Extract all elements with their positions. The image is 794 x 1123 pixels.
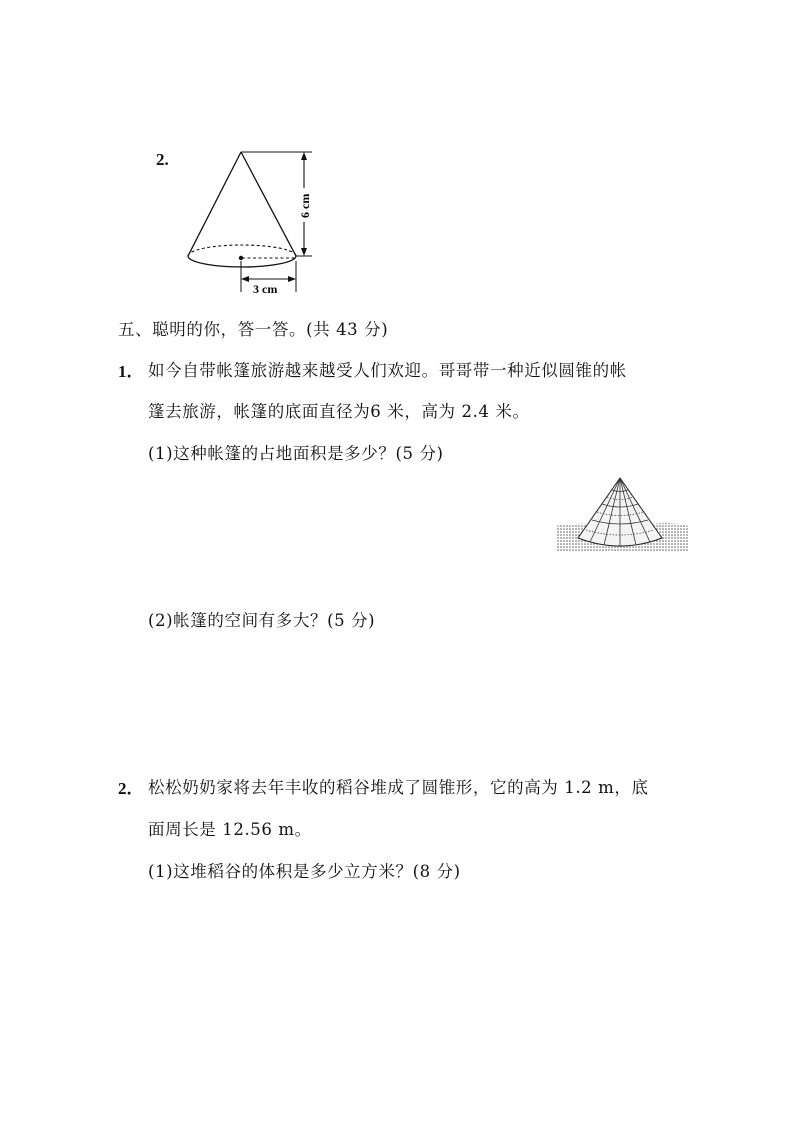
radius-arrow-left: [241, 276, 249, 282]
question-text-line: 如今自带帐篷旅游越来越受人们欢迎。哥哥带一种近似圆锥的帐: [148, 361, 627, 380]
radius-arrow-right: [288, 276, 296, 282]
cone-right-side: [241, 152, 296, 256]
question-number: 1．: [118, 362, 144, 381]
height-arrow-bottom: [301, 248, 307, 256]
tent-illustration: [554, 474, 690, 556]
sub-question: (2)帐篷的空间有多大？(5 分): [148, 611, 376, 630]
item-number: 2.: [156, 150, 169, 169]
section-heading: 五、聪明的你，答一答。(共 43 分): [118, 320, 389, 339]
question-text-line: 松松奶奶家将去年丰收的稻谷堆成了圆锥形，它的高为 1.2 m，底: [148, 778, 649, 797]
question-text-line: 面周长是 12.56 m。: [148, 820, 312, 839]
question-number: 2．: [118, 779, 144, 798]
cone-left-side: [188, 152, 241, 256]
height-label: 6 cm: [298, 193, 312, 218]
center-dot: [239, 256, 243, 260]
cone-base-back: [188, 245, 296, 256]
height-arrow-top: [301, 152, 307, 160]
radius-label: 3 cm: [253, 282, 278, 296]
question-text-line: 篷去旅游，帐篷的底面直径为6 米，高为 2.4 米。: [148, 402, 530, 421]
sub-question: (1)这堆稻谷的体积是多少立方米？(8 分): [148, 862, 461, 881]
cone-figure: [180, 140, 330, 300]
sub-question: (1)这种帐篷的占地面积是多少？(5 分): [148, 444, 444, 463]
